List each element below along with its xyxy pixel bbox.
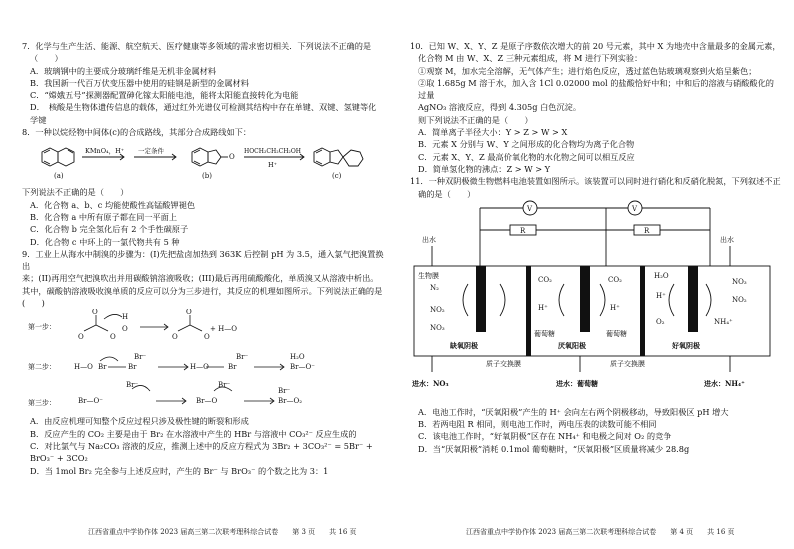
- question-7-blank: （ ）: [30, 53, 63, 64]
- no3-left-label: NO₃: [430, 323, 445, 332]
- svg-text:Br⁻: Br⁻: [134, 353, 147, 362]
- question-8-option-d: D．化合物 c 中环上的一氯代物共有 5 种: [30, 236, 180, 247]
- question-11-option-c: C．该电池工作时，“好氧阴极”区存在 NH₄⁺ 和电极之间对 O₂ 的竞争: [418, 431, 672, 442]
- biofilm-label: 生物膜: [418, 271, 439, 280]
- question-7-option-c: C．“嫦娥五号”探测器配置砷化镓太阳能电池，能将太阳能直接转化为电能: [30, 90, 299, 101]
- svg-text:Br: Br: [98, 363, 107, 372]
- svg-text:Br⁻: Br⁻: [236, 353, 249, 362]
- synthesis-route-diagram: [22, 138, 384, 186]
- inflow-middle-label: 进水：葡萄糖: [556, 378, 598, 388]
- question-8-option-a: A．化合物 a、b、c 均能使酸性高锰酸钾褪色: [30, 199, 196, 210]
- question-9-option-b: B．反应产生的 CO₂ 主要是由于 Br₂ 在水溶液中产生的 HBr 与溶液中 CO₃²⁻ 反应生成的: [30, 428, 357, 439]
- svg-text:Br: Br: [128, 363, 137, 372]
- reagent-3-label: HOCH₂CH₂CH₂OH: [244, 148, 301, 156]
- svg-text:O: O: [110, 333, 116, 342]
- svg-text:O: O: [78, 333, 84, 342]
- compound-c-label: (c): [332, 172, 342, 181]
- question-11-stem-1: 11．一种双阴极微生物燃料电池装置如图所示。该装置可以同时进行硝化和反硝化脱氮，下列叙述不正: [410, 176, 781, 187]
- question-8-option-c: C．化合物 b 完全氢化后有 2 个手性碳原子: [30, 224, 189, 235]
- water-out-left-label: 出水: [422, 235, 436, 244]
- question-9-stem-3: 其中，碳酸钠溶液吸收溴单质的反应可以分为三步进行，其反应的机理如图所示。下列说法正确的是: [22, 285, 383, 296]
- question-8-prompt: 下列说法不正确的是（ ）: [22, 187, 129, 198]
- svg-text:O: O: [204, 333, 210, 342]
- svg-text:H—O: H—O: [74, 363, 93, 372]
- aerobic-cathode-electrode: [688, 266, 698, 332]
- question-9-option-d: D．当 1mol Br₂ 完全参与上述反应时，产生的 Br⁻ 与 BrO₃⁻ 的个数之比为 3：1: [30, 465, 329, 476]
- inflow-left-label: 进水：NO₃: [412, 378, 449, 388]
- question-10-exp-2: ②取 1.685g M 溶于水，加入含 1Cl 0.02000 mol 的盐酸恰好中和；中和后的溶液与硝酸酸化的过量: [418, 77, 774, 101]
- anaerobic-anode-label: 厌氧阳极: [558, 340, 586, 350]
- left-column: [22, 40, 384, 477]
- right-footer: 江西省重点中学协作体 2023 届高三第二次联考理科综合试卷 第 4 页 共 16 页: [466, 528, 735, 536]
- question-9-stem-1: 9．工业上从海水中制溴的步骤为：(I)先把盐卤加热到 363K 后控制 pH 为 3.5，通入氯气把溴置换出: [22, 248, 384, 272]
- question-11-option-b: B．若两电阻 R 相同，则电池工作时，两电压表的读数可能不相同: [418, 419, 657, 430]
- co2-right-label: CO₂: [608, 275, 622, 284]
- anoxic-cathode-electrode: [476, 266, 486, 332]
- reagent-2-label: 一定条件: [138, 147, 164, 156]
- svg-text:O: O: [122, 325, 128, 334]
- question-10-option-c: C．元素 X、Y、Z 最高价氧化物的水化物之间可以相互反应: [418, 151, 635, 162]
- svg-text:Br—O⁻: Br—O⁻: [290, 363, 315, 372]
- question-10-prompt: 则下列说法不正确的是（ ）: [418, 114, 533, 125]
- aerobic-cathode-label: 好氧阴极: [672, 340, 700, 350]
- svg-text:H₂O: H₂O: [290, 353, 305, 362]
- question-9-option-a: A．由反应机理可知整个反应过程只涉及极性键的断裂和形成: [30, 416, 249, 427]
- reagent-3b-label: H⁺: [268, 161, 278, 170]
- svg-text:Br—O: Br—O: [196, 397, 218, 406]
- question-9-blank: ( ): [22, 298, 45, 309]
- svg-text:H—O: H—O: [190, 363, 209, 372]
- svg-text:Br⁻: Br⁻: [126, 381, 139, 390]
- glucose-left-label: 葡萄糖: [534, 329, 555, 338]
- right-column: [410, 40, 782, 455]
- step-1-label: 第一步：: [28, 323, 56, 332]
- question-10-exp-3: AgNO₃ 溶液反应，得到 4.305g 白色沉淀。: [418, 102, 582, 113]
- left-footer: 江西省重点中学协作体 2023 届高三第二次联考理科综合试卷 第 3 页 共 16 页: [88, 528, 357, 536]
- o2-label: O₂: [656, 317, 665, 326]
- proton-membrane-left: [526, 266, 531, 356]
- question-7-option-a: A．玻璃钢中的主要成分玻璃纤维是无机非金属材料: [30, 65, 217, 76]
- svg-text:O: O: [92, 309, 98, 317]
- fuel-cell-diagram: [410, 200, 782, 406]
- question-7-option-d: D． 核酸是生物体遗传信息的载体，通过红外光谱仪可检测其结构中存在单键、双键、氢键等化学键: [30, 102, 377, 125]
- water-out-right-label: 出水: [720, 235, 734, 244]
- question-10-stem-2: 化合物 M 由 W、X、Z 三种元素组成，将 M 进行下列实验：: [418, 53, 643, 64]
- h2o-label: H₂O: [654, 271, 669, 280]
- resistor-1-label: R: [520, 226, 526, 235]
- resistor-2-label: R: [644, 226, 650, 235]
- question-8-stem: 8．一种以烷烃物中间体(c)的合成路线，其部分合成路线如下：: [22, 127, 252, 138]
- n2-label: N₂: [430, 283, 439, 292]
- mechanism-diagram: [22, 309, 384, 415]
- question-10-stem-1: 10．已知 W、X、Y、Z 是原子序数依次增大的前 20 号元素，其中 X 为地壳中含量最多的金属元素，: [410, 41, 781, 51]
- reagent-1-label: KMnO₄，H⁺: [85, 147, 125, 156]
- question-10-option-b: B．元素 X 分别与 W、Y 之间形成的化合物均为离子化合物: [418, 139, 635, 150]
- hplus-aerobic-label: H⁺: [656, 291, 666, 300]
- svg-text:+ H—O: + H—O: [210, 325, 237, 334]
- no2-right-label: NO₂: [732, 295, 747, 304]
- compound-b-label: (b): [202, 172, 212, 181]
- no2-left-label: NO₂: [430, 305, 445, 314]
- inflow-right-label: 进水：NH₄⁺: [704, 378, 745, 388]
- question-7-stem: 7．化学与生产生活、能源、航空航天、医疗健康等多领域的需求密切相关．下列说法不正确的是: [22, 41, 372, 51]
- hplus-right-label: H⁺: [610, 303, 620, 312]
- svg-text:Br—O⁻: Br—O⁻: [78, 397, 103, 406]
- compound-a-label: (a): [54, 172, 64, 181]
- no3-right-label: NO₃: [732, 277, 747, 286]
- question-11-option-a: A．电池工作时，“厌氧阳极”产生的 H⁺ 会向左右两个阴极移动，导致阳极区 pH 增大: [418, 406, 729, 417]
- question-9-stem-2: 来；(II)再用空气把溴吹出并用碳酸钠溶液吸收；(III)最后再用硫酸酸化，单质溴又从溶液中析出。: [22, 273, 379, 284]
- question-10-option-a: A．简单离子半径大小：Y > Z > W > X: [418, 127, 568, 138]
- step-3-label: 第三步：: [28, 399, 56, 408]
- question-9-option-c: C．对比氯气与 Na₂CO₃ 溶液的反应，推测上述中的反应方程式为 3Br₂ + 3CO₃²⁻ = 5Br⁻ + BrO₃⁻ + 3CO₂: [30, 440, 373, 464]
- anoxic-cathode-label: 缺氧阴极: [450, 340, 478, 350]
- nh4-diagram-label: NH₄⁺: [714, 317, 733, 326]
- step-2-label: 第二步：: [28, 363, 56, 372]
- glucose-right-label: 葡萄糖: [606, 329, 627, 338]
- svg-text:Br: Br: [228, 363, 237, 372]
- oxygen-label: O: [229, 153, 235, 162]
- membrane-right-label: 质子交换膜: [610, 359, 645, 368]
- svg-text:O: O: [172, 333, 178, 342]
- question-8-option-b: B．化合物 a 中所有原子都在同一平面上: [30, 211, 178, 222]
- voltmeter-1-label: V: [527, 204, 533, 213]
- question-10-exp-1: ①观察 M，加水完全溶解，无气体产生；进行焰色反应，透过蓝色钴玻璃观察到火焰呈紫色；: [418, 65, 757, 76]
- question-11-option-d: D．当“厌氧阳极”消耗 0.1mol 葡萄糖时，“厌氧阳极”区质量将减少 28.8g: [418, 443, 690, 454]
- proton-membrane-right: [640, 266, 645, 356]
- question-10-option-d: D．简单氢化物的沸点：Z > W > Y: [418, 163, 551, 174]
- hplus-left-label: H⁺: [538, 303, 548, 312]
- svg-text:Br⁻: Br⁻: [278, 387, 291, 396]
- svg-text:Br—O₂: Br—O₂: [278, 397, 303, 406]
- svg-text:O: O: [186, 309, 192, 317]
- voltmeter-2-label: V: [632, 204, 638, 213]
- svg-text:Br⁻: Br⁻: [218, 381, 231, 390]
- anaerobic-anode-electrode: [580, 266, 590, 332]
- svg-text:H: H: [122, 313, 129, 322]
- question-11-stem-2: 确的是（ ）: [418, 188, 476, 199]
- co2-left-label: CO₂: [538, 275, 552, 284]
- membrane-left-label: 质子交换膜: [486, 359, 521, 368]
- question-7-option-b: B．我国新一代百万伏变压器中使用的硅钢是新型的金属材料: [30, 77, 249, 88]
